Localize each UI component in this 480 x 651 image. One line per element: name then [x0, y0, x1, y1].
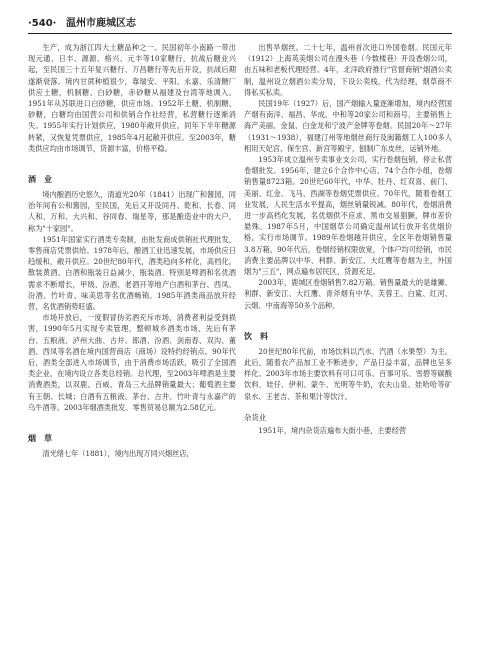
book-title: 温州市鹿城区志 — [65, 18, 136, 29]
drinks-heading: 饮 料 — [244, 331, 268, 341]
tobacco-paragraph-domestic: 民国19年（1927）后，国产烟输入量逐渐增加，境内经营国产烟有南洋、福昌、华成、中和等20家公司和商号，主要销售上海产美丽、金鼠、白金龙和宁波产金牌等卷烟。民国20年～27年（1931～1938），福建汀州等地烟丝商行及闽籍烟工人100多人相用天妃宫、保生宫、新宫等殿宇，刨制广东皮丝，运销外地。 — [244, 99, 452, 153]
left-column — [28, 42, 236, 459]
wine-heading: 酒 业 — [28, 175, 52, 185]
tobacco-paragraph-start: 清光绪七年（1881），境内出现万同兴烟丝店， — [42, 449, 194, 459]
header-rule — [28, 33, 452, 34]
sugar-paragraph: 生产，成为浙江四大土糖品种之一。民国初年小南路一带出现元通、日丰、源源、格兴、元丰等10家糖行，抗战后糖业兴起，至民国三十五年复兴糖行、万昌糖行等先后开设，抗战后期遂渐衰落。境内甘蔗种植很少，靠瑞安、平阳、永嘉、乐清糖厂供应土糖，机制糖、白砂糖，赤砂糖从福建及台湾等地调入。1951年从苏联进口白砂糖，供应市场。1952年土糖、机制糖、砂糖，白糖均由国营公司和供销合作社经营，私营糖行逐渐消失。1955年实行计划供应，1980年敞开供应，同年下半年糖源转紧，又恢复凭票供应，1985年4月起敞开供应。至2003年，糖类供应均由市场调节，货源丰富，价格平稳。 — [28, 43, 236, 153]
grocery-paragraph: 1951年，境内杂货店遍布大街小巷，主要经营 — [258, 425, 407, 435]
wine-paragraph-monopoly: 1951年国家实行酒类专卖制，由批发商成供销社代理批发，零售商店凭票供给。1978年后，酿酒工业迅速发展，市场供应日趋缓和，敞开供应。20世纪80年代，酒类趋向多样化，高档化，散装黄酒、白酒和瓶装日益减少，瓶装酒、特别是啤酒和名优酒需求不断增长，甲级、汾酒、老酒开等地产白酒和茅台、西凤、汾酒、竹叶青、味美思等名优酒畅销。1985年酒类商品放开经营，名优酒销势旺盛。 — [28, 234, 236, 312]
tobacco-heading: 烟 草 — [28, 434, 52, 444]
wine-paragraph-market: 市场开放后，一度假冒伪劣酒充斥市场，消费者利益受到损害，1990年5月实现专卖管理，整顿城乡酒类市场，先后有茅台、五粮液、泸州大曲、古井、郎酒、汾酒、剑南春、双沟、董酒、西凤等名酒在境内国营商店（商场）设特约经销点。90年代后，酒类全部进入市场调节，由于消费市场活跃，吸引了全国酒类企业，在境内设立各类总经销。总代理，至2003年啤酒是主要消费酒类，以双鹿、百威、青岛三大品牌销量最大；葡萄酒主要有王朝、长城；白酒有五粮液、茅台、古井、竹叶青与永嘉产的乌牛酒等。2003年烟酒类批发、零售贸易总额为2.58亿元。 — [28, 313, 236, 412]
tobacco-paragraph-import: 出售旱烟丝。二十七年，温州首次进口外国卷烟。民国元年（1912）上海英美烟公司在漫头巷（今数楼巷）开设香烟公司，由五味和老板代理经营。4年，北洋政府推行"官督商销"烟酒公卖制，温州设立烟酒公卖分局，下设公卖栈，代为经理，烟草商不得私买私卖。 — [244, 43, 452, 97]
page-number: ·540· — [28, 18, 57, 29]
right-column — [244, 42, 452, 436]
grocery-heading: 杂货业 — [244, 412, 267, 422]
tobacco-paragraph-2003: 2003年，鹿城区卷烟销售7.82万箱。销售量最大的是雄狮、利群、新安江、大红鹰、青斧烟有中华、芙蓉王、白鲨、红河、云烟、中南海等50多个品种。 — [244, 278, 452, 310]
drinks-paragraph: 20世纪80年代前，市场饮料以汽水、汽酒（水果型）为主。此后，随着农产品加工业不断进步，产品日益丰富，品牌也呈多样化。2003年市场主要饮料有可口可乐、百事可乐、雪碧等碳酸饮料，娃仔、伊利、蒙牛、光明等牛奶，农夫山泉、娃哈哈等矿泉水、王老吉、茶和果汁等饮汁。 — [244, 346, 452, 401]
page-header — [28, 14, 452, 34]
wine-paragraph-history: 境内酿酒历史悠久，清道光20年（1841）出现广和酱园，同治年间有公和酱园，至民国，先后又开设同丹、乾和、长春、同人和、万和、大兴和、谷同春、瑞星等，那是酿造业中的大户，称为"十家园"。 — [28, 190, 236, 233]
tobacco-paragraph-monopoly: 1953年成立温州专卖事业支公司，实行卷烟包销，停止私营卷烟批发。1956年，建立6个合作中心店，74个合作小组，卷烟销售量8723箱。20世纪60年代，中华、牡丹、红双喜、前门、美丽、红金、飞马、西湖等卷烟凭票供应。70年代，随着卷烟工业发展，人民生活水平提高，烟丝销量锐减。80年代，卷烟消费进一步高档化发展，名优烟供不应求，黑市交易猖獗，牌市差价悬殊。1987年5月，中国烟草公司确定温州试行放开名优烟价格，实行市场调节。1989年卷烟越开供应，全区年卷烟销售量3.8万箱，90年代后，卷烟经销权限放宽，个体户均可经销，市民消费主要品牌以中华、利群、新安江、大红鹰等卷烟为主，外国烟为"三五"，网点遍布居民区，货源充足。 — [244, 155, 452, 277]
